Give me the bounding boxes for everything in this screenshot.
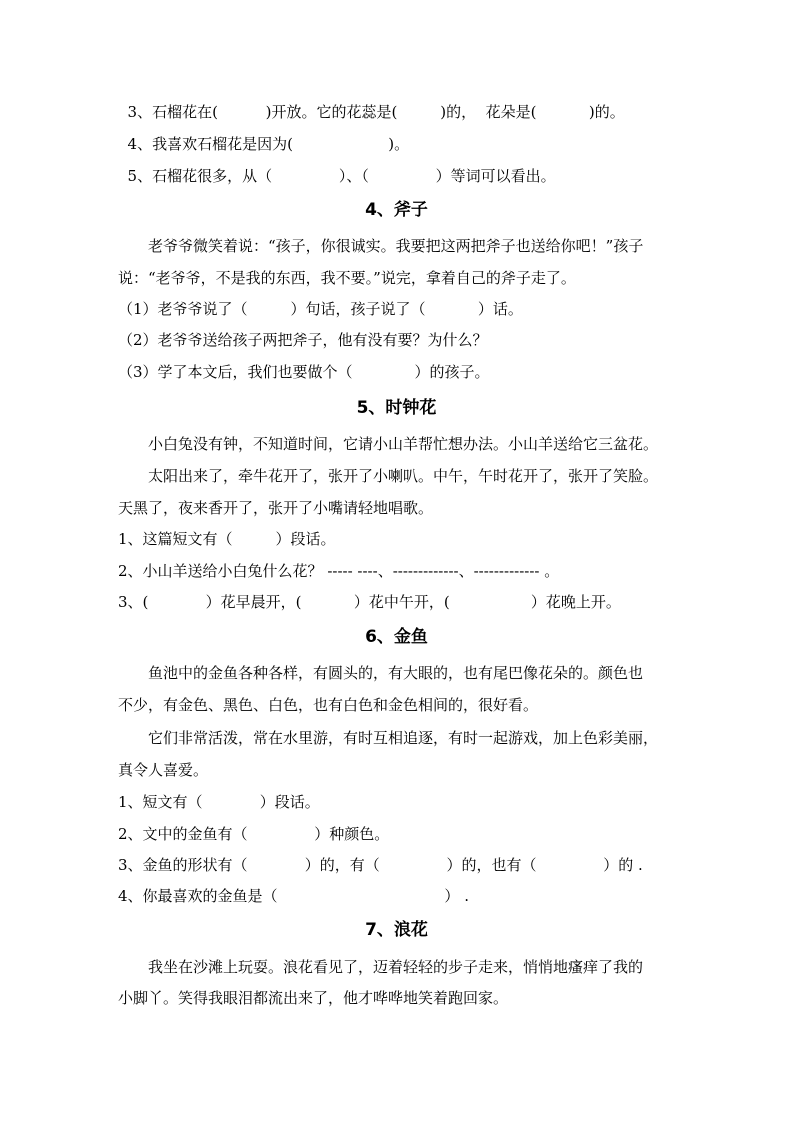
question-goldfish-3: 3、金鱼的形状有（ ）的，有（ ）的，也有（ ）的 . — [118, 856, 643, 874]
question-axe-1: （1）老爷爷说了（ ）句话，孩子说了（ ）话。 — [118, 300, 523, 318]
passage-waves-line-1: 我坐在沙滩上玩耍。浪花看见了，迈着轻轻的步子走来，悄悄地瘙痒了我的 — [148, 958, 644, 976]
section-title-axe: 4、斧子 — [365, 200, 428, 220]
question-goldfish-4: 4、你最喜欢的金鱼是（ ） . — [118, 887, 469, 905]
question-3-flower-time: 3、石榴花在( )开放。它的花蕊是( )的， 花朵是( )的。 — [118, 103, 625, 121]
question-goldfish-1: 1、短文有（ ）段话。 — [118, 793, 320, 811]
passage-goldfish-line-1: 鱼池中的金鱼各种各样，有圆头的，有大眼的，也有尾巴像花朵的。颜色也 — [148, 664, 644, 682]
passage-clock-line-3: 天黑了，夜来香开了，张开了小嘴请轻地唱歌。 — [118, 499, 434, 517]
passage-axe-line-1: 老爷爷微笑着说：“孩子，你很诚实。我要把这两把斧子也送给你吧！”孩子 — [148, 237, 644, 255]
question-axe-3: （3）学了本文后，我们也要做个（ ）的孩子。 — [118, 363, 490, 381]
section-title-goldfish: 6、金鱼 — [365, 627, 428, 647]
section-title-clock-flower: 5、时钟花 — [356, 398, 437, 418]
question-axe-2: （2）老爷爷送给孩子两把斧子，他有没有要？为什么？ — [118, 331, 488, 349]
question-clock-2: 2、小山羊送给小白兔什么花？ ----- ----、-------------、------------- 。 — [118, 562, 560, 580]
question-clock-1: 1、这篇短文有（ ）段话。 — [118, 530, 336, 548]
passage-waves-line-2: 小脚丫。笑得我眼泪都流出来了，他才哗哗地笑着跑回家。 — [118, 989, 509, 1007]
question-4-why-like: 4、我喜欢石榴花是因为( )。 — [118, 135, 410, 153]
passage-axe-line-2: 说：“老爷爷，不是我的东西，我不要。”说完，拿着自己的斧子走了。 — [118, 269, 576, 287]
question-clock-3: 3、( ）花早晨开，( ）花中午开，( ）花晚上开。 — [118, 593, 621, 611]
question-goldfish-2: 2、文中的金鱼有（ ）种颜色。 — [118, 825, 390, 843]
passage-goldfish-line-3: 它们非常活泼，常在水里游，有时互相追逐，有时一起游戏，加上色彩美丽， — [148, 729, 659, 747]
question-5-many-flowers: 5、石榴花很多，从（ ）、（ ）等词可以看出。 — [118, 167, 556, 185]
passage-goldfish-line-2: 不少，有金色、黑色、白色，也有白色和金色相间的，很好看。 — [118, 696, 539, 714]
section-title-waves: 7、浪花 — [365, 920, 428, 940]
passage-clock-line-2: 太阳出来了，牵牛花开了，张开了小喇叭。中午，午时花开了，张开了笑脸。 — [148, 467, 659, 485]
passage-goldfish-line-4: 真令人喜爱。 — [118, 761, 209, 779]
passage-clock-line-1: 小白兔没有钟，不知道时间，它请小山羊帮忙想办法。小山羊送给它三盆花。 — [148, 435, 659, 453]
